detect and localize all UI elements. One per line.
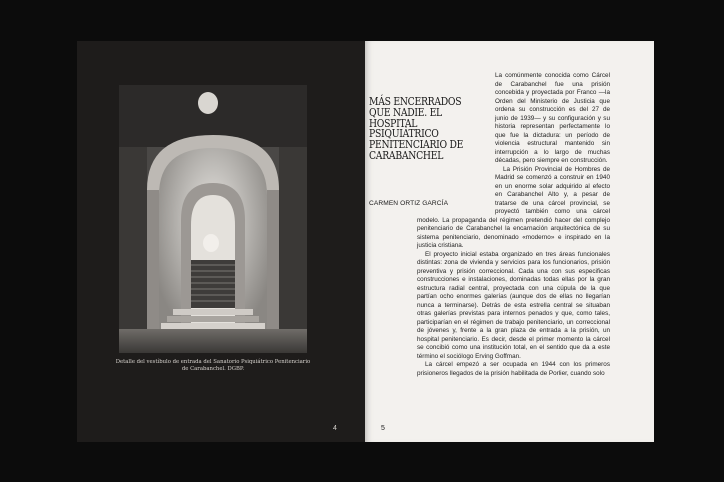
article-author: CARMEN ORTIZ GARCÍA (369, 200, 449, 207)
body-paragraph: La cárcel empezó a ser ocupada en 1944 con los primeros prisioneros llegados de la prisión habilitada de Porlier, cuando solo (417, 361, 610, 377)
page-number-right: 5 (381, 425, 385, 432)
photo-caption: Detalle del vestíbulo de entrada del Sanatorio Psiquiátrico Penitenciario de Carabanchel. DGBP. (115, 359, 311, 372)
vestibule-photo-drawing (119, 85, 307, 353)
article-title: MÁS ENCERRADOS QUE NADIE. EL HOSPITAL PSIQUIÁTRICO PENITENCIARIO DE CARABANCHEL (369, 95, 464, 162)
vestibule-photo (119, 85, 307, 353)
body-paragraph: El proyecto inicial estaba organizado en tres áreas funcionales distintas: zona de vivienda y servicios para los funcionarios, prisión preventiva y prisión correccional. Cada una con sus especificas construcciones e instalaciones, dominadas todas ellas por la gran estructura radial central, proyectada con una cúpula de la que partían ocho enormes galerías (aunque dos de ellas no llegarían nunca a terminarse). Detrás de esta estrella central se situaban otras galerías previstas para internos penados y que, como tales, participarían en el régimen de trabajo penitenciario, un correccional de jóvenes y, frente a la gran plaza de entrada a la prisión, un hospital penitenciario. Es decir, desde el primer momento la cárcel se concibió como una institución total, en el sentido que da a este término el sociólogo Erving Goffman. (417, 250, 610, 360)
article-body (417, 72, 610, 378)
left-page (77, 41, 365, 442)
body-paragraph: La Prisión Provincial de Hombres de Madrid se comenzó a construir en 1940 en un enorme solar adquirido al efecto en Carabanchel Alto y, a pesar de tratarse de una cárcel provincial, se proyectó también como una cárcel modelo. La propaganda del régimen pretendió hacer del complejo penitenciario de Carabanchel la encarnación arquitectónica de su sistema penitenciario, denominado «moderno» e inspirado en la justicia cristiana. (417, 165, 610, 249)
body-paragraph: La comúnmente conocida como Cárcel de Carabanchel fue una prisión concebida y proyectada por Franco —la Orden del Ministerio de Justicia que ordena su construcción es del 27 de junio de 1939— y su configuración y su historia representan perfectamente lo que fue la dictadura: un período de violencia estructural mantenido sin interrupción a lo largo de muchas décadas, pero siempre en construcción. (495, 72, 610, 164)
right-page (365, 41, 654, 442)
page-number-left: 4 (333, 425, 337, 432)
